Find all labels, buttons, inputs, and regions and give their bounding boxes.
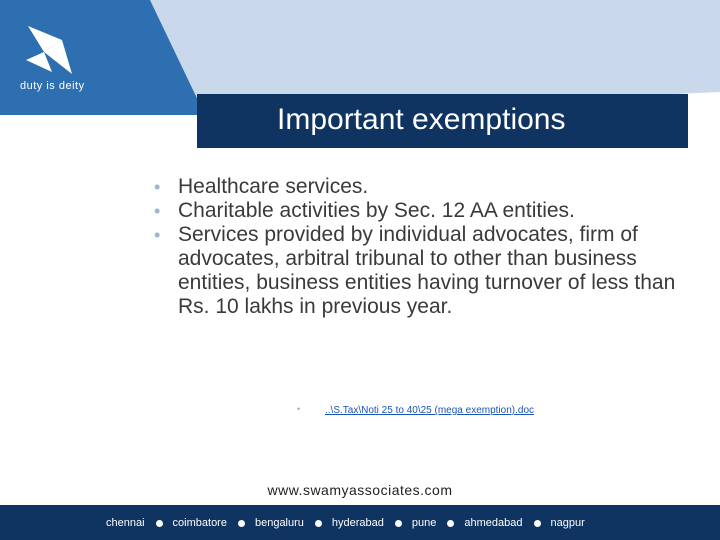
city-name: hyderabad [331,517,384,529]
city-item [332,517,412,529]
bullet-dot-icon: • [154,225,161,245]
city-item [106,517,173,529]
bullet-list [150,175,690,319]
document-link[interactable]: ..\S.Tax\Noti 25 to 40\25 (mega exemption).doc [325,405,534,416]
separator-icon [238,520,245,527]
bullet-item [150,199,690,223]
bullet-dot-icon: • [154,201,161,221]
website-url: www.swamyassociates.com [267,482,453,498]
logo-tagline: duty is deity [20,80,85,92]
separator-icon [156,520,163,527]
separator-icon [315,520,322,527]
city-name: nagpur [550,517,585,529]
city-item [173,517,255,529]
city-name: coimbatore [172,517,227,529]
slide-title: Important exemptions [277,103,566,136]
corner-blue-lower [0,115,197,150]
bullet-dot-icon: • [297,404,301,414]
separator-icon [395,520,402,527]
bullet-text: Healthcare services. [178,175,369,198]
city-item [412,517,464,529]
city-name: ahmedabad [464,517,523,529]
bullet-text: Charitable activities by Sec. 12 AA entities. [178,199,575,222]
bullet-item [150,223,690,319]
city-item [551,517,585,529]
bullet-dot-icon: • [154,177,161,197]
bullet-item [150,175,690,199]
separator-icon [534,520,541,527]
document-link-row [297,404,597,420]
city-item [464,517,550,529]
separator-icon [447,520,454,527]
title-bar [197,94,688,148]
city-name: chennai [106,517,145,529]
city-item [255,517,332,529]
city-list [106,516,585,530]
city-name: pune [411,517,437,529]
footer-bar [0,505,720,540]
bullet-text: Services provided by individual advocates, firm of advocates, arbitral tribunal to other than business entities, business entities having turnover of less than Rs. 10 lakhs in previous year. [178,223,676,318]
city-name: bengaluru [254,517,304,529]
